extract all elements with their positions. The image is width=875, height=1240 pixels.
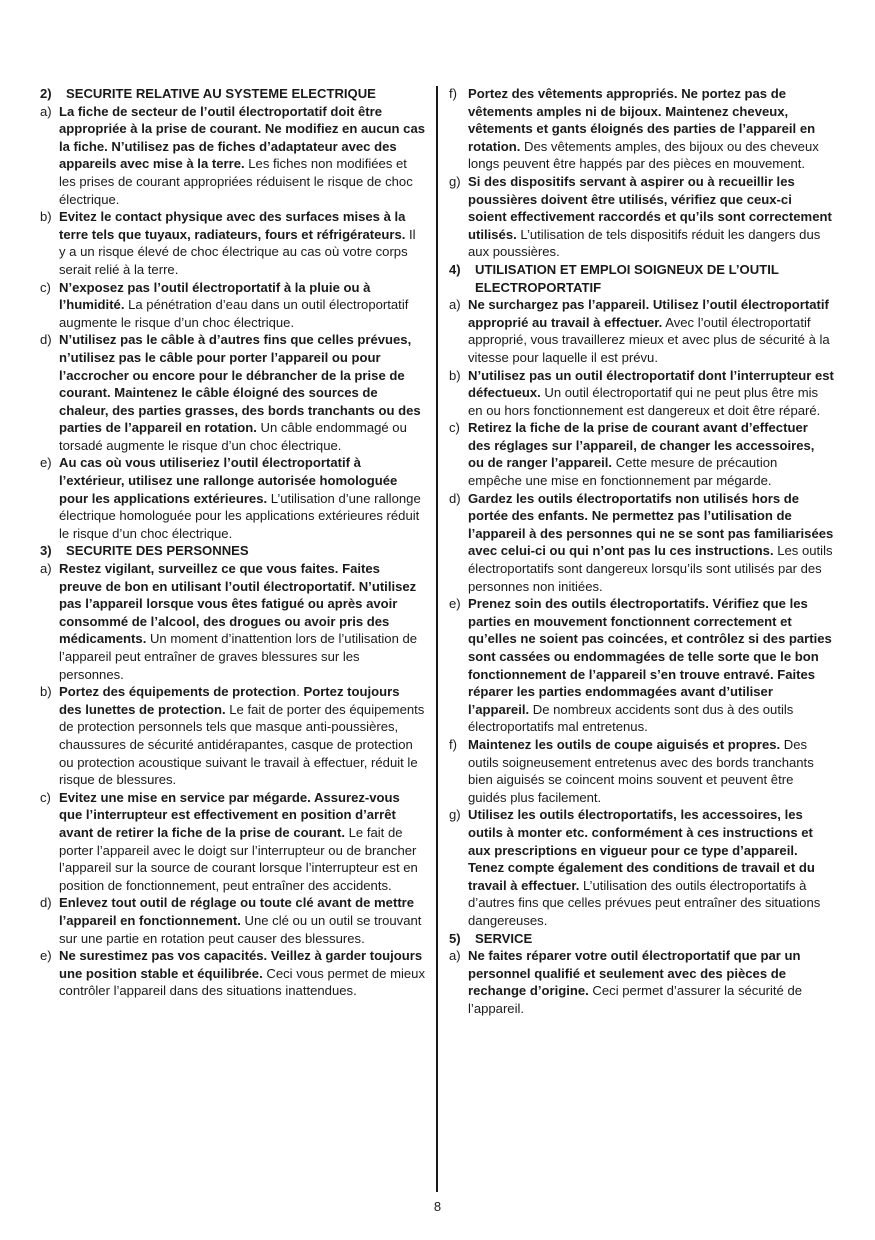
item-body — [468, 173, 834, 261]
section-number: 5) — [449, 930, 461, 946]
item-text: Une clé ou un outil se trouvant sur une partie en rotation peut causer des blessures. — [59, 912, 422, 946]
list-item — [40, 683, 425, 789]
item-body — [468, 806, 834, 929]
item-bold-text: Maintenez les outils de coupe aiguisés et propres. — [468, 736, 781, 752]
item-bold-text: Utilisez les outils électroportatifs, les accessoires, les outils à monter etc. conformément à ces instructions et aux prescriptions en vigueur pour ce type d’appareil. Tenez compte également des conditions de travail et du travail à effectuer. — [468, 807, 815, 893]
item-bold-text: La fiche de secteur de l’outil électroportatif doit être appropriée à la prise de courant. Ne modifiez en aucun cas la fiche. N’utilisez pas de fiches d’adaptateur avec des appareils avec mise à la terre. — [59, 103, 426, 172]
item-body — [468, 85, 834, 173]
item-bold-text: N’utilisez pas le câble à d’autres fins que celles prévues, n’utilisez pas le câble pour porter l’appareil ou pour l’accrocher ou encore pour le débrancher de la prise de courant. Maintenez le câble éloigné des sources de chaleur, des parties grasses, des bords tranchants ou des parties de l’appareil en rotation. — [59, 332, 421, 436]
item-text: Des vêtements amples, des bijoux ou des cheveux longs peuvent être happés par des pièces en mouvement. — [468, 138, 819, 172]
item-bold-text: Retirez la fiche de la prise de courant avant d’effectuer des réglages sur l’appareil, de changer les accessoires, ou de ranger l’appareil. — [468, 420, 815, 471]
section-number: 3) — [40, 543, 52, 559]
item-body — [59, 331, 425, 454]
item-label: d) — [40, 332, 52, 348]
right-column — [449, 85, 834, 1017]
item-bold-text: Evitez le contact physique avec des surfaces mises à la terre tels que tuyaux, radiateurs, fours et réfrigérateurs. — [59, 209, 406, 242]
list-item — [40, 947, 425, 1000]
item-body — [59, 894, 425, 947]
item-label: e) — [449, 596, 461, 612]
list-item — [40, 279, 425, 332]
item-text: De nombreux accidents sont dus à des outils électroportatifs mal entretenus. — [468, 701, 794, 735]
item-label: g) — [449, 173, 461, 189]
item-text: Avec l’outil électroportatif approprié, vous travaillerez mieux et avec plus de sécurité à la vitesse pour laquelle il est prévu. — [468, 314, 830, 365]
list-item — [449, 173, 834, 261]
item-body — [59, 683, 425, 789]
list-item — [40, 789, 425, 895]
item-bold-text: Portez toujours des lunettes de protection. — [59, 684, 400, 717]
section-heading — [40, 85, 425, 103]
item-body — [59, 103, 425, 209]
list-item — [40, 331, 425, 454]
item-bold-text: Enlevez tout outil de réglage ou toute clé avant de mettre l’appareil en fonctionnement. — [59, 895, 415, 928]
item-bold-text: Evitez une mise en service par mégarde. Assurez-vous que l’interrupteur est effectivement en position d’arrêt avant de retirer la fiche de la prise de courant. — [59, 789, 400, 840]
list-item — [449, 806, 834, 929]
item-body — [59, 279, 425, 332]
item-body — [59, 560, 425, 683]
list-item — [449, 947, 834, 1017]
item-body — [468, 367, 834, 420]
item-label: a) — [40, 103, 52, 119]
list-item — [449, 595, 834, 736]
item-label: e) — [40, 455, 52, 471]
item-bold-text: Prenez soin des outils électroportatifs. Vérifiez que les parties en mouvement fonctionnent correctement et qu’elles ne soient pas coincées, et contrôlez si des parties sont cassées ou endommagées de telle sorte que le bon fonctionnement de l’appareil s’en trouve entravé. Faites réparer les parties endommagées avant d’utiliser l’appareil. — [468, 596, 832, 717]
item-body — [468, 595, 834, 736]
column-divider — [436, 86, 438, 1192]
list-item — [449, 419, 834, 489]
item-label: c) — [40, 789, 51, 805]
section-heading — [449, 261, 834, 296]
item-text: L’utilisation d’une rallonge électrique homologuée pour les applications extérieures réduit le risque d’un choc électrique. — [59, 490, 421, 541]
item-label: f) — [449, 736, 457, 752]
item-bold-text: Gardez les outils électroportatifs non utilisés hors de portée des enfants. Ne permettez pas l’utilisation de l’appareil à des personnes qui ne se sont pas familiarisées avec celui-ci ou qui n’ont pas lu ces instructions. — [468, 490, 834, 559]
item-bold-text: N’exposez pas l’outil électroportatif à la pluie ou à l’humidité. — [59, 279, 371, 313]
item-text: Les outils électroportatifs sont dangereux lorsqu’ils sont utilisés par des personnes non initiées. — [468, 543, 833, 594]
item-label: b) — [40, 209, 52, 225]
list-item — [40, 454, 425, 542]
list-item — [449, 490, 834, 596]
list-item — [449, 736, 834, 806]
item-label: b) — [449, 367, 461, 383]
left-column — [40, 85, 425, 1000]
section-title: SERVICE — [475, 930, 533, 946]
item-body — [59, 789, 425, 895]
item-text: . — [296, 684, 304, 700]
item-bold-text: Ne faites réparer votre outil électroportatif que par un personnel qualifié et seulement avec des pièces de rechange d’origine. — [468, 948, 801, 999]
item-bold-text: Si des dispositifs servant à aspirer ou à recueillir les poussières doivent être utilisés, vérifiez que ceux-ci soient effectivement raccordés et qu’ils sont correctement utilisés. — [468, 173, 832, 242]
section-number: 4) — [449, 261, 461, 277]
list-item — [449, 296, 834, 366]
list-item — [40, 208, 425, 278]
item-label: d) — [40, 895, 52, 911]
section-heading — [40, 542, 425, 560]
item-label: a) — [40, 561, 52, 577]
item-body — [59, 947, 425, 1000]
item-body — [468, 947, 834, 1017]
item-text: La pénétration d’eau dans un outil électroportatif augmente le risque d’un choc électrique. — [59, 297, 409, 330]
item-bold-text: N’utilisez pas un outil électroportatif dont l’interrupteur est défectueux. — [468, 367, 834, 401]
section-title: SECURITE DES PERSONNES — [66, 543, 249, 559]
item-body — [59, 208, 425, 278]
item-body — [468, 419, 834, 489]
item-label: f) — [449, 86, 457, 101]
item-text: Cette mesure de précaution empêche une mise en fonctionnement par mégarde. — [468, 455, 778, 489]
item-text: Ceci vous permet de mieux contrôler l’appareil dans des situations inattendues. — [59, 965, 426, 999]
list-item — [449, 85, 834, 173]
item-bold-text: Ne surestimez pas vos capacités. Veillez à garder toujours une position stable et équilibrée. — [59, 948, 423, 981]
item-label: d) — [449, 490, 461, 506]
item-label: b) — [40, 684, 52, 700]
page-number: 8 — [433, 1199, 442, 1214]
item-text: Le fait de porter des équipements de protection personnels tels que masque anti-poussières, chaussures de sécurité antidérapantes, casque de protection ou protection acoustique suivant le travail à effectuer, réduit le risque de blessures. — [59, 701, 425, 788]
item-text: Un outil électroportatif qui ne peut plus être mis en ou hors fonctionnement est dangereux et doit être réparé. — [468, 385, 821, 418]
item-label: e) — [40, 948, 52, 964]
item-bold-text: Ne surchargez pas l’appareil. Utilisez l’outil électroportatif approprié au travail à effectuer. — [468, 297, 829, 330]
item-label: c) — [40, 279, 51, 295]
item-label: a) — [449, 297, 461, 313]
item-text: Ceci permet d’assurer la sécurité de l’appareil. — [468, 983, 803, 1016]
item-text: Les fiches non modifiées et les prises de courant appropriées réduisent le risque de choc électrique. — [59, 156, 413, 207]
item-body — [468, 296, 834, 366]
item-body — [468, 490, 834, 596]
item-bold-text: Restez vigilant, surveillez ce que vous faites. Faites preuve de bon en utilisant l’outil électroportatif. N’utilisez pas l’appareil lorsque vous êtes fatigué ou après avoir consommé de l’alcool, des drogues ou avoir pris des médicaments. — [59, 561, 417, 647]
section-title: SECURITE RELATIVE AU SYSTEME ELECTRIQUE — [66, 86, 376, 101]
list-item — [40, 103, 425, 209]
list-item — [40, 560, 425, 683]
item-text: Un câble endommagé ou torsadé augmente le risque d’un choc électrique. — [59, 420, 407, 453]
item-body — [59, 454, 425, 542]
list-item — [449, 367, 834, 420]
item-label: c) — [449, 420, 460, 436]
item-body — [468, 736, 834, 806]
section-number: 2) — [40, 86, 52, 101]
item-bold-text: Portez des équipements de protection — [59, 684, 297, 700]
section-title: UTILISATION ET EMPLOI SOIGNEUX DE L’OUTIL ELECTROPORTATIF — [475, 261, 779, 295]
item-text: Il y a un risque élevé de choc électrique au cas où votre corps serait relié à la terre. — [59, 226, 416, 277]
item-text: L’utilisation des outils électroportatifs à d’autres fins que celles prévues peut entraîner des situations dangereuses. — [468, 877, 821, 928]
item-text: Des outils soigneusement entretenus avec des bords tranchants bien aiguisés se coincent moins souvent et peuvent être guidés plus facilement. — [468, 736, 814, 805]
list-item — [40, 894, 425, 947]
item-text: Un moment d’inattention lors de l’utilisation de l’appareil peut entraîner de graves blessures sur les personnes. — [59, 631, 418, 682]
section-heading — [449, 930, 834, 948]
item-bold-text: Portez des vêtements appropriés. Ne portez pas de vêtements amples ni de bijoux. Maintenez cheveux, vêtements et gants éloignés des parties de l’appareil en rotation. — [468, 86, 816, 154]
item-label: a) — [449, 948, 461, 964]
item-label: g) — [449, 807, 461, 823]
item-bold-text: Au cas où vous utiliseriez l’outil électroportatif à l’extérieur, utilisez une rallonge autorisée homologuée pour les applications extérieures. — [59, 455, 398, 506]
item-text: L’utilisation de tels dispositifs réduit les dangers dus aux poussières. — [468, 226, 821, 260]
item-text: Le fait de porter l’appareil avec le doigt sur l’interrupteur ou de brancher l’appareil sur la source de courant lorsque l’interrupteur est en position de fonctionnement, peut entraîner des accidents. — [59, 824, 418, 893]
